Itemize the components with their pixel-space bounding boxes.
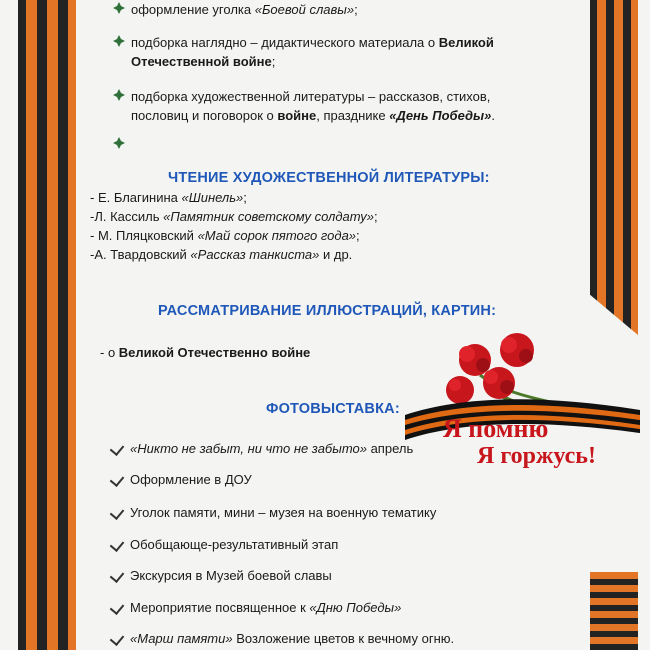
carnation-icon — [446, 376, 474, 404]
illustrations-heading: РАССМАТРИВАНИЕ ИЛЛЮСТРАЦИЙ, КАРТИН: — [158, 303, 497, 319]
text-run: ; — [374, 209, 378, 224]
photo-heading: ФОТОВЫСТАВКА: — [266, 401, 400, 417]
ribbon-right-top — [590, 0, 638, 335]
text-run: Уголок памяти, мини – музея на военную тематику — [130, 505, 437, 520]
intro-item-3 — [131, 88, 490, 106]
intro-item-2-cont — [131, 53, 275, 71]
checkmark-icon — [110, 472, 125, 487]
photo-item-1 — [130, 440, 413, 458]
text-run: -Л. Кассиль — [90, 209, 164, 224]
text-run: -А. Твардовский — [90, 247, 191, 262]
text-run: «Боевой славы» — [254, 2, 355, 17]
reading-item-3 — [90, 227, 360, 245]
text-run: Великой Отечественно войне — [118, 345, 311, 360]
diamond-bullet-icon — [113, 2, 125, 14]
text-run: апрель — [366, 441, 414, 456]
text-run: «Марш памяти» — [130, 631, 233, 646]
text-run: Отечественной войне — [131, 54, 272, 69]
text-run: «Шинель» — [181, 190, 244, 205]
carnation-icon — [483, 367, 515, 399]
victory-emblem — [405, 325, 645, 475]
text-run: пословиц и поговорок о — [131, 108, 278, 123]
intro-item-3-cont — [131, 107, 495, 125]
text-run: «Никто не забыт, ни что не забыто» — [130, 441, 367, 456]
photo-item-7 — [130, 630, 454, 648]
photo-item-5 — [130, 567, 332, 585]
text-run: подборка художественной литературы – рассказов, стихов, — [131, 89, 491, 104]
text-run: Великой — [438, 35, 494, 50]
text-run: ; — [271, 54, 276, 69]
text-run: - о — [100, 345, 119, 360]
text-run: ; — [354, 2, 358, 17]
text-run: «День Победы» — [389, 108, 492, 123]
checkmark-icon — [110, 441, 125, 456]
text-run: Экскурсия в Музей боевой славы — [130, 568, 332, 583]
text-run: Оформление в ДОУ — [130, 472, 252, 487]
emblem-line2: Я горжусь! — [477, 443, 596, 469]
text-run: Обобщающе-результативный этап — [130, 537, 339, 552]
checkmark-icon — [110, 537, 125, 552]
checkmark-icon — [110, 631, 125, 646]
diamond-bullet-icon — [113, 89, 125, 101]
text-run: и др. — [319, 247, 353, 262]
text-run: ; — [243, 190, 247, 205]
photo-item-4 — [130, 536, 338, 554]
illustrations-item — [100, 344, 310, 362]
text-run: , празднике — [316, 108, 390, 123]
photo-item-2 — [130, 471, 252, 489]
intro-item-1 — [131, 1, 358, 19]
text-run: «Памятник советскому солдату» — [163, 209, 375, 224]
checkmark-icon — [110, 505, 125, 520]
reading-item-1 — [90, 189, 247, 207]
diamond-bullet-icon — [113, 137, 125, 149]
reading-heading: ЧТЕНИЕ ХУДОЖЕСТВЕННОЙ ЛИТЕРАТУРЫ: — [168, 170, 490, 186]
ribbon-left — [18, 0, 76, 650]
text-run: оформление уголка — [131, 2, 255, 17]
text-run: Возложение цветов к вечному огню. — [232, 631, 455, 646]
text-run: войне — [277, 108, 317, 123]
text-run: подборка наглядно – дидактического материала о — [131, 35, 439, 50]
text-run: ; — [356, 228, 360, 243]
emblem-line1: Я помню — [443, 414, 549, 443]
intro-item-2 — [131, 34, 494, 52]
checkmark-icon — [110, 600, 125, 615]
ribbon-right-bottom — [590, 572, 638, 650]
reading-item-2 — [90, 208, 378, 226]
text-run: «Рассказ танкиста» — [190, 247, 320, 262]
photo-item-3 — [130, 504, 436, 522]
carnation-icon — [459, 344, 491, 376]
text-run: . — [491, 108, 495, 123]
text-run: «Май сорок пятого года» — [197, 228, 357, 243]
photo-item-6 — [130, 599, 401, 617]
text-run: - Е. Благинина — [90, 190, 182, 205]
diamond-bullet-icon — [113, 35, 125, 47]
text-run: - М. Пляцковский — [90, 228, 198, 243]
checkmark-icon — [110, 568, 125, 583]
reading-item-4 — [90, 246, 352, 264]
carnation-icon — [500, 333, 534, 367]
text-run: «Дню Победы» — [309, 600, 402, 615]
text-run: Мероприятие посвященное к — [130, 600, 310, 615]
